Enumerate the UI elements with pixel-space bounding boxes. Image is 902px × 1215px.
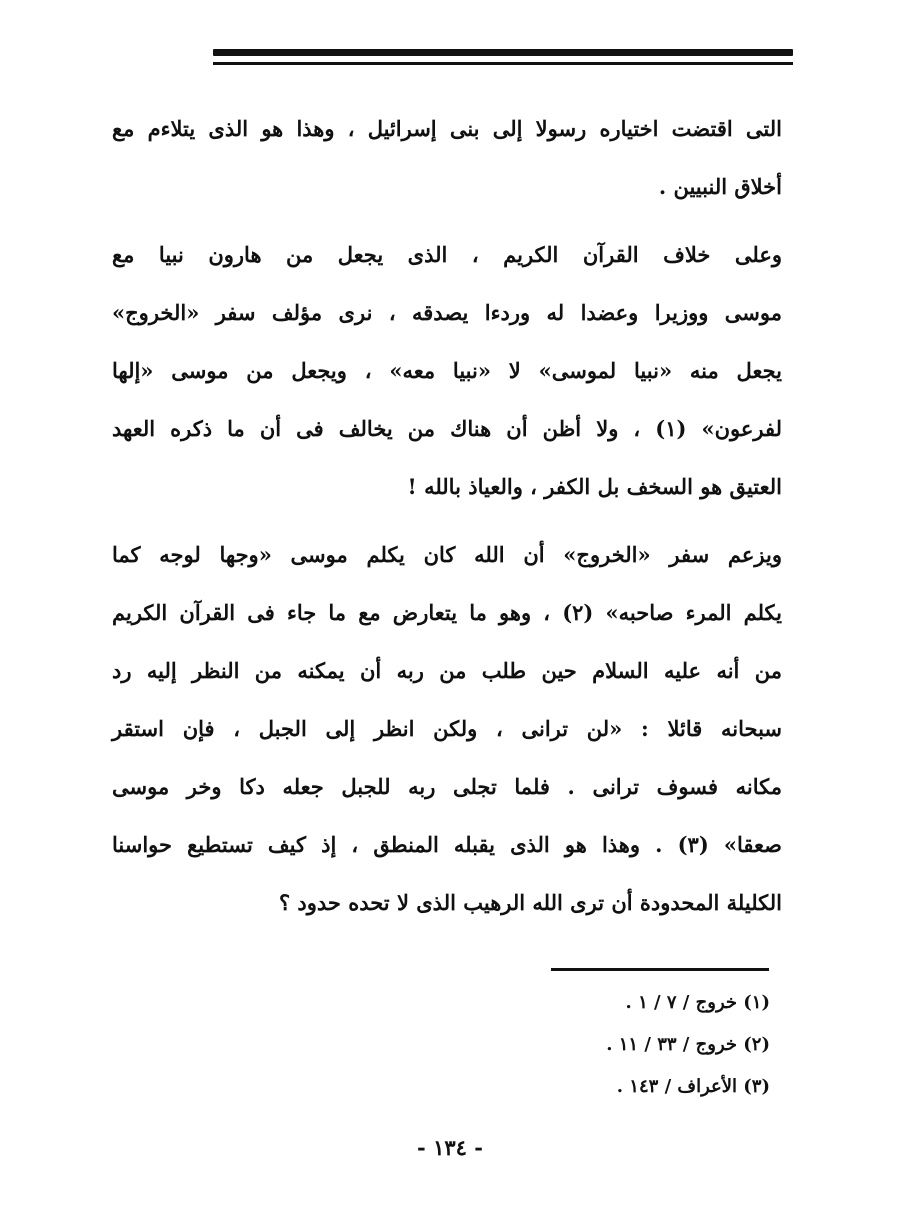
text-line: وعلى خلاف القرآن الكريم ، الذى يجعل من هارون نبيا مع (112, 242, 782, 267)
footnote-1: (١) خروج / ٧ / ١ . (625, 992, 770, 1013)
paragraph-harun (112, 226, 782, 516)
text-line: التى اقتضت اختياره رسولا إلى بنى إسرائيل ، وهذا هو الذى يتلاءم مع (112, 116, 782, 141)
text-line: الكليلة المحدودة أن ترى الله الرهيب الذى لا تحده حدود ؟ (278, 890, 782, 915)
text-line: أخلاق النبيين . (658, 174, 782, 199)
text-line: العتيق هو السخف بل الكفر ، والعياذ بالله ! (407, 474, 782, 499)
paragraph-continuation (112, 100, 782, 216)
footnote-3: (٣) الأعراف / ١٤٣ . (616, 1076, 770, 1097)
footnote-2: (٢) خروج / ٣٣ / ١١ . (606, 1034, 770, 1055)
text-line: مكانه فسوف ترانى . فلما تجلى ربه للجبل جعله دكا وخر موسى (112, 774, 782, 799)
paragraph-face-to-face (112, 526, 782, 932)
text-line: صعقا» (٣) . وهذا هو الذى يقبله المنطق ، إذ كيف تستطيع حواسنا (112, 832, 783, 857)
footnote-rule (551, 968, 769, 971)
footnotes (480, 982, 770, 1108)
text-line: ويزعم سفر «الخروج» أن الله كان يكلم موسى «وجها لوجه كما (112, 542, 782, 567)
text-line: من أنه عليه السلام حين طلب من ربه أن يمكنه من النظر إليه رد (112, 658, 782, 683)
text-line: لفرعون» (١) ، ولا أظن أن هناك من يخالف فى أن ما ذكره العهد (112, 416, 783, 441)
text-line: سبحانه قائلا : «لن ترانى ، ولكن انظر إلى الجبل ، فإن استقر (112, 716, 782, 741)
text-line: يكلم المرء صاحبه» (٢) ، وهو ما يتعارض مع ما جاء فى القرآن الكريم (112, 600, 782, 625)
header-rule-thick (213, 49, 793, 56)
text-line: يجعل منه «نبيا لموسى» لا «نبيا معه» ، ويجعل من موسى «إلها (112, 358, 782, 383)
page-number: - ١٣٤ - (417, 1135, 483, 1160)
header-rule-thin (213, 62, 793, 65)
main-text (112, 100, 782, 932)
text-line: موسى ووزيرا وعضدا له وردءا يصدقه ، نرى مؤلف سفر «الخروج» (112, 300, 782, 325)
